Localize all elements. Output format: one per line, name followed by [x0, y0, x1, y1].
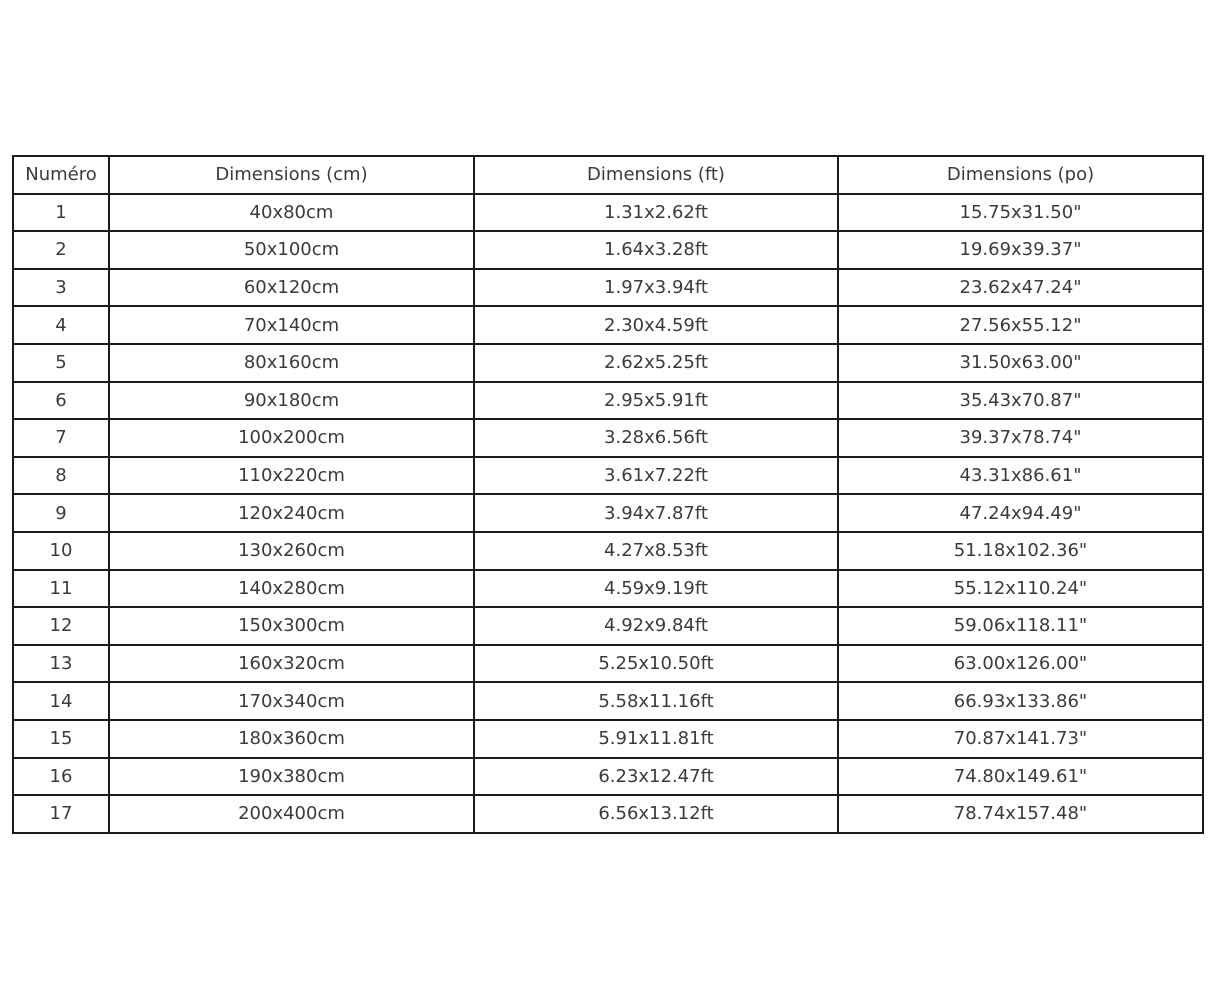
cell-cm: 110x220cm: [109, 457, 474, 495]
cell-po: 63.00x126.00": [838, 645, 1203, 683]
cell-ft: 3.94x7.87ft: [474, 494, 838, 532]
cell-po: 23.62x47.24": [838, 269, 1203, 307]
column-header-cm: Dimensions (cm): [109, 156, 474, 194]
table-row: [13, 344, 1203, 382]
cell-numero: 16: [13, 758, 109, 796]
cell-numero: 3: [13, 269, 109, 307]
header-row: [13, 156, 1203, 194]
cell-numero: 7: [13, 419, 109, 457]
cell-ft: 6.56x13.12ft: [474, 795, 838, 833]
cell-ft: 6.23x12.47ft: [474, 758, 838, 796]
cell-ft: 1.97x3.94ft: [474, 269, 838, 307]
cell-numero: 14: [13, 682, 109, 720]
cell-po: 15.75x31.50": [838, 194, 1203, 232]
cell-cm: 100x200cm: [109, 419, 474, 457]
cell-ft: 5.58x11.16ft: [474, 682, 838, 720]
cell-po: 70.87x141.73": [838, 720, 1203, 758]
cell-numero: 11: [13, 570, 109, 608]
table-row: [13, 682, 1203, 720]
cell-po: 51.18x102.36": [838, 532, 1203, 570]
cell-cm: 170x340cm: [109, 682, 474, 720]
cell-numero: 8: [13, 457, 109, 495]
table-row: [13, 194, 1203, 232]
cell-po: 31.50x63.00": [838, 344, 1203, 382]
column-header-ft: Dimensions (ft): [474, 156, 838, 194]
cell-cm: 40x80cm: [109, 194, 474, 232]
cell-numero: 9: [13, 494, 109, 532]
cell-ft: 1.31x2.62ft: [474, 194, 838, 232]
cell-ft: 2.30x4.59ft: [474, 306, 838, 344]
cell-numero: 12: [13, 607, 109, 645]
cell-numero: 5: [13, 344, 109, 382]
cell-cm: 140x280cm: [109, 570, 474, 608]
cell-po: 59.06x118.11": [838, 607, 1203, 645]
cell-cm: 130x260cm: [109, 532, 474, 570]
column-header-numero: Numéro: [13, 156, 109, 194]
cell-numero: 1: [13, 194, 109, 232]
cell-po: 43.31x86.61": [838, 457, 1203, 495]
cell-cm: 190x380cm: [109, 758, 474, 796]
cell-po: 47.24x94.49": [838, 494, 1203, 532]
cell-cm: 200x400cm: [109, 795, 474, 833]
cell-ft: 2.95x5.91ft: [474, 382, 838, 420]
cell-ft: 2.62x5.25ft: [474, 344, 838, 382]
table-row: [13, 645, 1203, 683]
table-row: [13, 532, 1203, 570]
table-row: [13, 419, 1203, 457]
cell-ft: 5.25x10.50ft: [474, 645, 838, 683]
cell-ft: 4.27x8.53ft: [474, 532, 838, 570]
cell-ft: 3.61x7.22ft: [474, 457, 838, 495]
table-row: [13, 269, 1203, 307]
cell-po: 55.12x110.24": [838, 570, 1203, 608]
cell-numero: 2: [13, 231, 109, 269]
table-row: [13, 758, 1203, 796]
cell-cm: 50x100cm: [109, 231, 474, 269]
cell-po: 39.37x78.74": [838, 419, 1203, 457]
cell-po: 35.43x70.87": [838, 382, 1203, 420]
cell-po: 19.69x39.37": [838, 231, 1203, 269]
cell-po: 27.56x55.12": [838, 306, 1203, 344]
column-header-po: Dimensions (po): [838, 156, 1203, 194]
cell-ft: 4.92x9.84ft: [474, 607, 838, 645]
cell-po: 74.80x149.61": [838, 758, 1203, 796]
cell-ft: 4.59x9.19ft: [474, 570, 838, 608]
cell-cm: 80x160cm: [109, 344, 474, 382]
cell-cm: 150x300cm: [109, 607, 474, 645]
cell-cm: 90x180cm: [109, 382, 474, 420]
cell-numero: 15: [13, 720, 109, 758]
cell-numero: 4: [13, 306, 109, 344]
table-row: [13, 607, 1203, 645]
table-row: [13, 457, 1203, 495]
cell-cm: 70x140cm: [109, 306, 474, 344]
cell-ft: 5.91x11.81ft: [474, 720, 838, 758]
cell-ft: 1.64x3.28ft: [474, 231, 838, 269]
cell-po: 78.74x157.48": [838, 795, 1203, 833]
table-row: [13, 720, 1203, 758]
cell-numero: 6: [13, 382, 109, 420]
table-row: [13, 382, 1203, 420]
table-row: [13, 306, 1203, 344]
cell-cm: 160x320cm: [109, 645, 474, 683]
cell-numero: 17: [13, 795, 109, 833]
table-row: [13, 231, 1203, 269]
cell-numero: 13: [13, 645, 109, 683]
table-row: [13, 494, 1203, 532]
table-row: [13, 570, 1203, 608]
cell-ft: 3.28x6.56ft: [474, 419, 838, 457]
cell-cm: 60x120cm: [109, 269, 474, 307]
cell-cm: 120x240cm: [109, 494, 474, 532]
dimensions-table: [12, 155, 1204, 834]
cell-po: 66.93x133.86": [838, 682, 1203, 720]
cell-cm: 180x360cm: [109, 720, 474, 758]
table-row: [13, 795, 1203, 833]
cell-numero: 10: [13, 532, 109, 570]
